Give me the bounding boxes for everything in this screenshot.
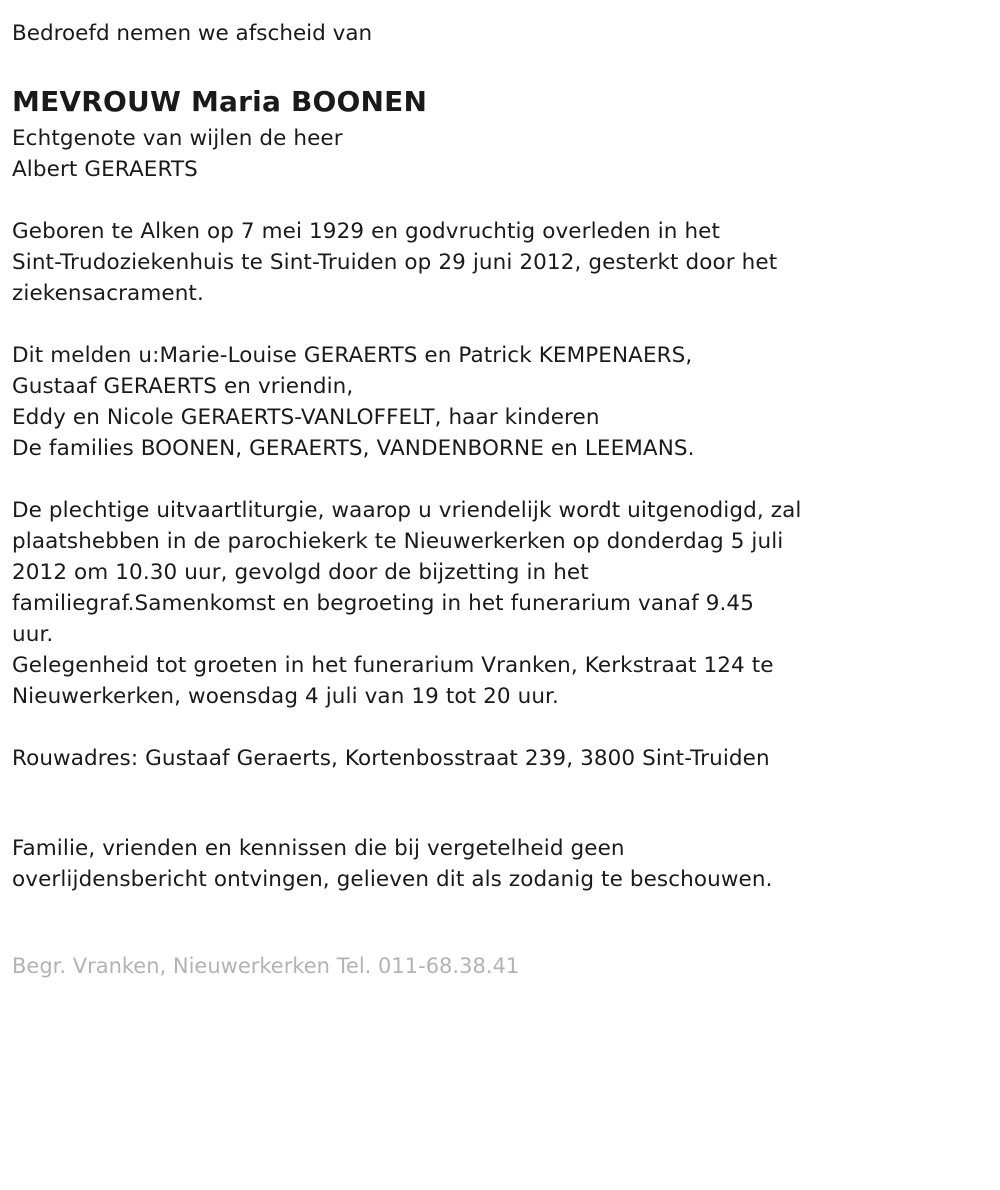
- announcer-line: Eddy en Nicole GERAERTS-VANLOFFELT, haar kinderen: [12, 405, 600, 430]
- spacer: [12, 805, 960, 833]
- service-details-block: [12, 495, 960, 650]
- biography-line: Geboren te Alken op 7 mei 1929 en godvruchtig overleden in het: [12, 219, 721, 244]
- announcer-line: Dit melden u:Marie-Louise GERAERTS en Patrick KEMPENAERS,: [12, 343, 693, 368]
- spacer: [12, 895, 960, 923]
- service-line: De plechtige uitvaartliturgie, waarop u vriendelijk wordt uitgenodigd, zal: [12, 498, 802, 523]
- spacer: [12, 49, 960, 85]
- announcer-line: De families BOONEN, GERAERTS, VANDENBORNE en LEEMANS.: [12, 436, 695, 461]
- visitation-block: [12, 650, 960, 712]
- announcer-line: Gustaaf GERAERTS en vriendin,: [12, 374, 354, 399]
- service-line: plaatshebben in de parochiekerk te Nieuwerkerken op donderdag 5 juli: [12, 529, 784, 554]
- spacer: [12, 185, 960, 216]
- funeral-home-footer: Begr. Vranken, Nieuwerkerken Tel. 011-68.38.41: [12, 954, 520, 978]
- spacer: [12, 309, 960, 340]
- visitation-line: Nieuwerkerken, woensdag 4 juli van 19 tot 20 uur.: [12, 684, 559, 709]
- service-line: uur.: [12, 622, 54, 647]
- spouse-name: Albert GERAERTS: [12, 157, 198, 182]
- biography-line: ziekensacrament.: [12, 281, 204, 306]
- closing-block: [12, 833, 960, 895]
- biography-line: Sint-Trudoziekenhuis te Sint-Truiden op 29 juni 2012, gesterkt door het: [12, 250, 778, 275]
- announcers-block: [12, 340, 960, 464]
- service-line: familiegraf.Samenkomst en begroeting in het funerarium vanaf 9.45: [12, 591, 754, 616]
- closing-line: overlijdensbericht ontvingen, gelieven dit als zodanig te beschouwen.: [12, 867, 773, 892]
- spacer: [12, 774, 960, 805]
- visitation-line: Gelegenheid tot groeten in het funerarium Vranken, Kerkstraat 124 te: [12, 653, 774, 678]
- closing-line: Familie, vrienden en kennissen die bij vergetelheid geen: [12, 836, 625, 861]
- spacer: [12, 923, 960, 951]
- spacer: [12, 464, 960, 495]
- spacer: [12, 712, 960, 743]
- intro-line: Bedroefd nemen we afscheid van: [12, 21, 373, 46]
- spouse-prefix: Echtgenote van wijlen de heer: [12, 126, 343, 151]
- biography-block: [12, 216, 960, 309]
- service-line: 2012 om 10.30 uur, gevolgd door de bijzetting in het: [12, 560, 589, 585]
- mourning-address: Rouwadres: Gustaaf Geraerts, Kortenbosstraat 239, 3800 Sint-Truiden: [12, 746, 770, 771]
- deceased-name: MEVROUW Maria BOONEN: [12, 85, 428, 118]
